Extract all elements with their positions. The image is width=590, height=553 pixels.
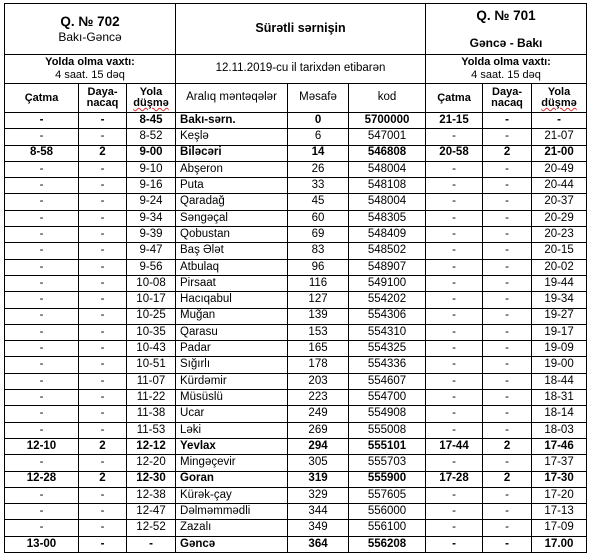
cell-distance: 294 (288, 438, 349, 454)
cell-arrive-right: - (426, 455, 483, 471)
cell-station: Padar (176, 341, 288, 357)
cell-station: Müsüslü (176, 390, 288, 406)
cell-depart-right: 19-44 (532, 275, 587, 291)
cell-depart-right: 19-27 (532, 308, 587, 324)
cell-arrive-left: - (5, 161, 79, 177)
cell-depart-left: 11-38 (127, 406, 176, 422)
cell-depart-right: 21-00 (532, 145, 587, 161)
cell-stop-right: - (483, 406, 532, 422)
table-row (5, 357, 587, 373)
cell-arrive-left: - (5, 113, 79, 129)
cell-distance: 223 (288, 390, 349, 406)
col-stop-right: Daya- nacaq (483, 84, 532, 113)
cell-stop-left: 2 (79, 438, 127, 454)
cell-station: Hacıqabul (176, 292, 288, 308)
cell-depart-right: 19-00 (532, 357, 587, 373)
cell-stop-right: - (483, 504, 532, 520)
cell-stop-left: - (79, 324, 127, 340)
cell-code: 549100 (349, 275, 426, 291)
cell-stop-right: - (483, 308, 532, 324)
col-depart-left: Yola düşmə (127, 84, 176, 113)
left-train-number: Q. № 702 (60, 13, 120, 29)
cell-stop-right: - (483, 357, 532, 373)
col-depart-right: Yola düşmə (532, 84, 587, 113)
cell-depart-left: 8-45 (127, 113, 176, 129)
right-train-header (426, 4, 587, 55)
cell-station: Qobustan (176, 227, 288, 243)
table-row (5, 390, 587, 406)
cell-depart-right: 20-23 (532, 227, 587, 243)
cell-depart-left: 10-17 (127, 292, 176, 308)
cell-stop-right: - (483, 194, 532, 210)
cell-stop-right: - (483, 161, 532, 177)
cell-station: Kürdəmir (176, 373, 288, 389)
col-stop-left: Daya- nacaq (79, 84, 127, 113)
cell-arrive-left: - (5, 292, 79, 308)
cell-arrive-right: - (426, 373, 483, 389)
cell-station: Goran (176, 471, 288, 487)
cell-stop-right: - (483, 422, 532, 438)
cell-distance: 127 (288, 292, 349, 308)
cell-arrive-right: - (426, 292, 483, 308)
cell-depart-right: 17-13 (532, 504, 587, 520)
cell-depart-left: 9-10 (127, 161, 176, 177)
cell-depart-right: 20-15 (532, 243, 587, 259)
cell-code: 554310 (349, 324, 426, 340)
col-arrive-right: Çatma (426, 84, 483, 113)
cell-arrive-right: - (426, 227, 483, 243)
cell-arrive-right: - (426, 520, 483, 536)
col-code: kod (349, 84, 426, 113)
cell-distance: 344 (288, 504, 349, 520)
cell-arrive-left: - (5, 243, 79, 259)
cell-arrive-left: - (5, 373, 79, 389)
cell-distance: 26 (288, 161, 349, 177)
cell-depart-right: 21-07 (532, 129, 587, 145)
cell-stop-left: - (79, 406, 127, 422)
cell-station: Ləki (176, 422, 288, 438)
cell-depart-left: 9-24 (127, 194, 176, 210)
cell-station: Mingəçevir (176, 455, 288, 471)
left-train-header (5, 4, 176, 55)
cell-stop-right: - (483, 292, 532, 308)
cell-arrive-left: - (5, 390, 79, 406)
col-arrive-left: Çatma (5, 84, 79, 113)
cell-code: 5700000 (349, 113, 426, 129)
cell-stop-left: - (79, 390, 127, 406)
table-row (5, 406, 587, 422)
cell-depart-left: 12-12 (127, 438, 176, 454)
cell-stop-left: - (79, 243, 127, 259)
table-row (5, 373, 587, 389)
table-row (5, 504, 587, 520)
cell-depart-left: 10-35 (127, 324, 176, 340)
cell-code: 557605 (349, 487, 426, 503)
cell-arrive-left: - (5, 129, 79, 145)
cell-stop-right: - (483, 487, 532, 503)
cell-distance: 96 (288, 259, 349, 275)
cell-stop-right: - (483, 227, 532, 243)
cell-stop-right: - (483, 243, 532, 259)
cell-distance: 69 (288, 227, 349, 243)
cell-depart-left: 11-53 (127, 422, 176, 438)
table-row (5, 113, 587, 129)
cell-code: 556208 (349, 536, 426, 552)
cell-stop-left: - (79, 275, 127, 291)
cell-distance: 153 (288, 324, 349, 340)
cell-distance: 269 (288, 422, 349, 438)
table-row (5, 161, 587, 177)
cell-depart-left: 9-47 (127, 243, 176, 259)
cell-arrive-right: - (426, 422, 483, 438)
right-travel-time-cell (426, 55, 587, 84)
table-row (5, 520, 587, 536)
cell-arrive-right: - (426, 324, 483, 340)
cell-distance: 0 (288, 113, 349, 129)
cell-stop-left: - (79, 422, 127, 438)
cell-distance: 349 (288, 520, 349, 536)
cell-station: Puta (176, 178, 288, 194)
cell-station: Pirsaat (176, 275, 288, 291)
cell-code: 555900 (349, 471, 426, 487)
table-row (5, 422, 587, 438)
cell-stop-left: - (79, 455, 127, 471)
table-row (5, 438, 587, 454)
cell-arrive-right: - (426, 259, 483, 275)
cell-station: Səngəçal (176, 210, 288, 226)
cell-code: 548305 (349, 210, 426, 226)
cell-stop-right: - (483, 390, 532, 406)
cell-depart-left: 10-25 (127, 308, 176, 324)
cell-stop-right: - (483, 520, 532, 536)
right-travel-time: 4 saat. 15 dəq (471, 69, 541, 81)
date-note-cell (176, 55, 426, 84)
cell-distance: 178 (288, 357, 349, 373)
cell-station: Atbulaq (176, 259, 288, 275)
cell-depart-right: 17.00 (532, 536, 587, 552)
right-train-route: Gəncə - Bakı (469, 35, 543, 50)
cell-stop-right: - (483, 341, 532, 357)
cell-station: Qaradağ (176, 194, 288, 210)
cell-depart-right: - (532, 113, 587, 129)
cell-stop-left: - (79, 259, 127, 275)
cell-depart-left: - (127, 536, 176, 552)
cell-arrive-left: - (5, 406, 79, 422)
cell-stop-right: - (483, 259, 532, 275)
cell-arrive-right: - (426, 406, 483, 422)
cell-stop-left: 2 (79, 145, 127, 161)
cell-depart-right: 17-09 (532, 520, 587, 536)
cell-depart-right: 20-37 (532, 194, 587, 210)
cell-station: Yevlax (176, 438, 288, 454)
cell-arrive-right: - (426, 341, 483, 357)
cell-distance: 165 (288, 341, 349, 357)
cell-code: 546808 (349, 145, 426, 161)
cell-distance: 203 (288, 373, 349, 389)
cell-stop-left: - (79, 536, 127, 552)
cell-distance: 60 (288, 210, 349, 226)
cell-station: Baş Ələt (176, 243, 288, 259)
cell-depart-left: 11-22 (127, 390, 176, 406)
cell-arrive-left: - (5, 324, 79, 340)
right-train-number: Q. № 701 (476, 8, 536, 24)
cell-depart-right: 17-37 (532, 455, 587, 471)
table-row (5, 194, 587, 210)
cell-arrive-right: - (426, 390, 483, 406)
cell-stop-left: - (79, 341, 127, 357)
cell-stop-left: - (79, 161, 127, 177)
cell-stop-right: - (483, 178, 532, 194)
cell-depart-right: 19-34 (532, 292, 587, 308)
cell-stop-left: - (79, 357, 127, 373)
cell-arrive-right: - (426, 161, 483, 177)
cell-code: 554202 (349, 292, 426, 308)
cell-arrive-left: 13-00 (5, 536, 79, 552)
cell-code: 548004 (349, 194, 426, 210)
cell-stop-left: - (79, 227, 127, 243)
cell-arrive-right: 21-15 (426, 113, 483, 129)
cell-depart-right: 18-03 (532, 422, 587, 438)
cell-stop-left: 2 (79, 471, 127, 487)
cell-depart-right: 17-20 (532, 487, 587, 503)
cell-station: Qarasu (176, 324, 288, 340)
cell-distance: 83 (288, 243, 349, 259)
table-row (5, 455, 587, 471)
left-travel-time: 4 saat. 15 dəq (55, 69, 125, 81)
cell-arrive-left: - (5, 308, 79, 324)
left-travel-time-cell (5, 55, 176, 84)
cell-station: Zazalı (176, 520, 288, 536)
cell-stop-right: - (483, 275, 532, 291)
timetable-body (5, 113, 587, 553)
cell-depart-right: 17-46 (532, 438, 587, 454)
cell-arrive-right: - (426, 210, 483, 226)
cell-arrive-left: - (5, 422, 79, 438)
cell-arrive-left: - (5, 227, 79, 243)
cell-stop-right: - (483, 324, 532, 340)
cell-depart-right: 20-44 (532, 178, 587, 194)
cell-arrive-right: 20-58 (426, 145, 483, 161)
cell-stop-left: - (79, 292, 127, 308)
cell-code: 547001 (349, 129, 426, 145)
cell-station: Ucar (176, 406, 288, 422)
cell-code: 548004 (349, 161, 426, 177)
cell-stop-left: - (79, 210, 127, 226)
cell-stop-right: - (483, 210, 532, 226)
cell-stop-left: - (79, 504, 127, 520)
cell-depart-right: 18-44 (532, 373, 587, 389)
cell-stop-right: 2 (483, 471, 532, 487)
table-row (5, 308, 587, 324)
col-station: Aralıq məntəqələr (176, 84, 288, 113)
cell-code: 556000 (349, 504, 426, 520)
cell-arrive-left: - (5, 341, 79, 357)
cell-arrive-left: - (5, 210, 79, 226)
cell-arrive-left: - (5, 504, 79, 520)
cell-stop-right: - (483, 536, 532, 552)
cell-code: 554306 (349, 308, 426, 324)
cell-arrive-right: - (426, 487, 483, 503)
cell-code: 554607 (349, 373, 426, 389)
table-row (5, 243, 587, 259)
cell-code: 548907 (349, 259, 426, 275)
cell-depart-left: 12-52 (127, 520, 176, 536)
cell-depart-left: 12-30 (127, 471, 176, 487)
table-row (5, 275, 587, 291)
cell-arrive-right: - (426, 178, 483, 194)
cell-distance: 319 (288, 471, 349, 487)
cell-arrive-left: - (5, 357, 79, 373)
cell-code: 554325 (349, 341, 426, 357)
cell-distance: 45 (288, 194, 349, 210)
cell-distance: 364 (288, 536, 349, 552)
cell-stop-right: - (483, 113, 532, 129)
cell-stop-left: - (79, 373, 127, 389)
cell-depart-left: 9-00 (127, 145, 176, 161)
table-row (5, 129, 587, 145)
cell-arrive-right: 17-28 (426, 471, 483, 487)
timetable (4, 3, 587, 553)
cell-depart-left: 11-07 (127, 373, 176, 389)
table-row (5, 145, 587, 161)
cell-station: Muğan (176, 308, 288, 324)
cell-code: 555101 (349, 438, 426, 454)
left-train-route: Bakı-Gəncə (58, 30, 122, 45)
cell-arrive-right: - (426, 536, 483, 552)
service-title: Sürətli sərnişin (255, 21, 346, 36)
timetable-document (4, 3, 586, 553)
cell-stop-right: - (483, 455, 532, 471)
table-row (5, 341, 587, 357)
cell-depart-left: 9-56 (127, 259, 176, 275)
right-travel-label: Yolda olma vaxtı: (461, 56, 551, 68)
cell-code: 554336 (349, 357, 426, 373)
cell-depart-right: 20-49 (532, 161, 587, 177)
cell-depart-left: 10-51 (127, 357, 176, 373)
cell-arrive-left: - (5, 275, 79, 291)
cell-arrive-right: 17-44 (426, 438, 483, 454)
cell-arrive-left: - (5, 487, 79, 503)
cell-stop-left: - (79, 194, 127, 210)
cell-station: Biləcəri (176, 145, 288, 161)
cell-distance: 14 (288, 145, 349, 161)
cell-stop-left: - (79, 113, 127, 129)
cell-depart-right: 20-02 (532, 259, 587, 275)
cell-distance: 6 (288, 129, 349, 145)
cell-depart-left: 12-38 (127, 487, 176, 503)
cell-arrive-left: - (5, 520, 79, 536)
table-row (5, 292, 587, 308)
cell-station: Sığırlı (176, 357, 288, 373)
cell-depart-left: 12-47 (127, 504, 176, 520)
cell-distance: 329 (288, 487, 349, 503)
cell-distance: 116 (288, 275, 349, 291)
cell-code: 554700 (349, 390, 426, 406)
cell-depart-right: 20-29 (532, 210, 587, 226)
cell-arrive-right: - (426, 243, 483, 259)
cell-arrive-right: - (426, 194, 483, 210)
cell-station: Bakı-sərn. (176, 113, 288, 129)
table-row (5, 210, 587, 226)
cell-stop-right: 2 (483, 145, 532, 161)
table-row (5, 487, 587, 503)
cell-code: 548409 (349, 227, 426, 243)
cell-arrive-left: - (5, 259, 79, 275)
cell-arrive-right: - (426, 308, 483, 324)
cell-distance: 249 (288, 406, 349, 422)
cell-arrive-right: - (426, 357, 483, 373)
table-row (5, 178, 587, 194)
cell-code: 556100 (349, 520, 426, 536)
cell-distance: 33 (288, 178, 349, 194)
cell-depart-left: 9-34 (127, 210, 176, 226)
cell-arrive-right: - (426, 275, 483, 291)
cell-depart-right: 18-14 (532, 406, 587, 422)
cell-arrive-right: - (426, 504, 483, 520)
left-travel-label: Yolda olma vaxtı: (45, 56, 135, 68)
cell-code: 555008 (349, 422, 426, 438)
cell-arrive-left: 8-58 (5, 145, 79, 161)
table-row (5, 471, 587, 487)
cell-depart-left: 9-39 (127, 227, 176, 243)
cell-depart-left: 9-16 (127, 178, 176, 194)
cell-code: 548502 (349, 243, 426, 259)
cell-stop-right: 2 (483, 438, 532, 454)
cell-stop-left: - (79, 129, 127, 145)
cell-depart-right: 19-09 (532, 341, 587, 357)
cell-station: Gəncə (176, 536, 288, 552)
cell-station: Keşlə (176, 129, 288, 145)
cell-code: 554908 (349, 406, 426, 422)
cell-depart-left: 8-52 (127, 129, 176, 145)
cell-code: 555703 (349, 455, 426, 471)
cell-stop-left: - (79, 178, 127, 194)
cell-depart-right: 17-30 (532, 471, 587, 487)
cell-station: Abşeron (176, 161, 288, 177)
cell-stop-left: - (79, 487, 127, 503)
table-row (5, 259, 587, 275)
cell-distance: 139 (288, 308, 349, 324)
cell-stop-right: - (483, 373, 532, 389)
cell-depart-right: 18-31 (532, 390, 587, 406)
cell-station: Dəlməmmədli (176, 504, 288, 520)
cell-stop-left: - (79, 520, 127, 536)
title-cell (176, 4, 426, 55)
table-row (5, 324, 587, 340)
cell-arrive-left: - (5, 178, 79, 194)
cell-depart-left: 12-20 (127, 455, 176, 471)
cell-stop-left: - (79, 308, 127, 324)
cell-stop-right: - (483, 129, 532, 145)
cell-arrive-left: 12-28 (5, 471, 79, 487)
col-distance: Məsafə (288, 84, 349, 113)
cell-station: Kürək-çay (176, 487, 288, 503)
cell-arrive-right: - (426, 129, 483, 145)
date-note: 12.11.2019-cu il tarixdən etibarən (215, 62, 386, 75)
cell-arrive-left: - (5, 455, 79, 471)
table-row (5, 227, 587, 243)
cell-depart-left: 10-08 (127, 275, 176, 291)
cell-arrive-left: 12-10 (5, 438, 79, 454)
cell-depart-left: 10-43 (127, 341, 176, 357)
cell-arrive-left: - (5, 194, 79, 210)
cell-depart-right: 19-17 (532, 324, 587, 340)
cell-code: 548108 (349, 178, 426, 194)
cell-distance: 305 (288, 455, 349, 471)
